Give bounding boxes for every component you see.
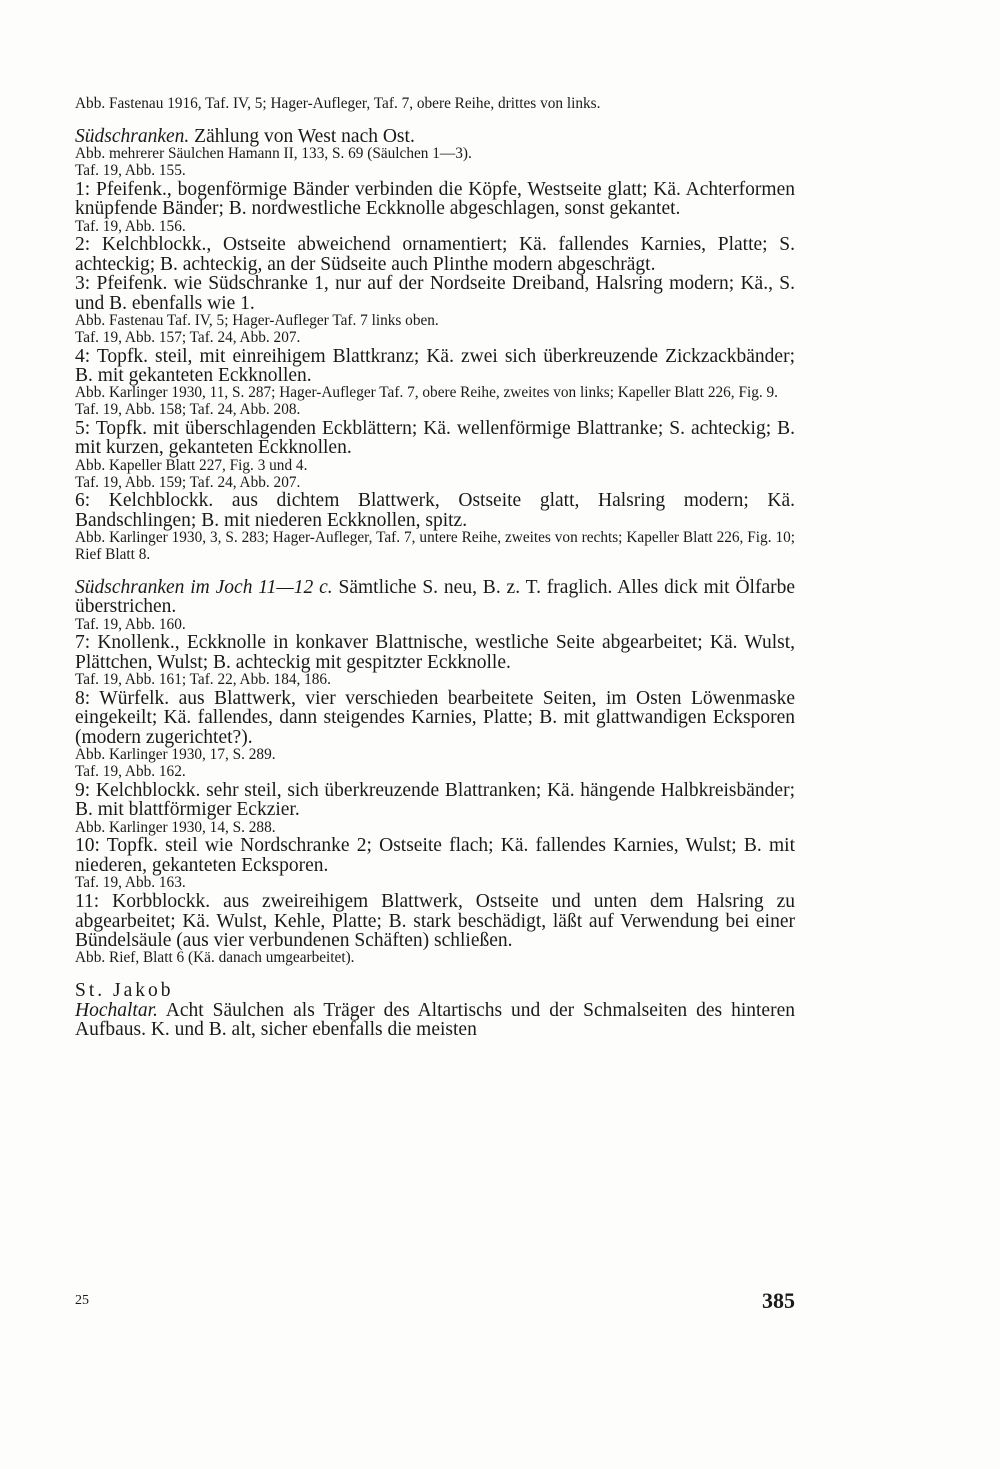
entry-paragraph: 2: Kelchblockk., Ostseite abweichend ornamentiert; Kä. fallendes Karnies, Platte; S. achteckig; B. achteckig, an der Südseite auch Plinthe modern abgeschrägt.	[75, 234, 795, 275]
entry-paragraph: 10: Topfk. steil wie Nordschranke 2; Ostseite flach; Kä. fallendes Karnies, Wulst; B. mit niederen, gekanteten Ecksporen.	[75, 835, 795, 876]
reference-line: Taf. 19, Abb. 155.	[75, 162, 186, 179]
section-heading: Hochaltar.	[75, 999, 158, 1021]
reference-line: Taf. 19, Abb. 161; Taf. 22, Abb. 184, 186.	[75, 671, 331, 689]
reference-line: Taf. 19, Abb. 157; Taf. 24, Abb. 207.	[75, 328, 301, 346]
section-heading: Südschranken.	[75, 125, 190, 147]
page-number: 385	[762, 1288, 795, 1313]
reference-line: Taf. 19, Abb. 160.	[75, 615, 186, 633]
reference-line: Taf. 19, Abb. 162.	[75, 763, 186, 781]
entry-paragraph: 9: Kelchblockk. sehr steil, sich überkreuzende Blattranken; Kä. hängende Halbkreisbänder; B. mit blattförmiger Eckzier.	[75, 779, 795, 821]
reference-line: Abb. Karlinger 1930, 3, S. 283; Hager-Aufleger, Taf. 7, untere Reihe, zweites von rechts; Kapeller Blatt 226, Fig. 10; Rief Blatt 8.	[75, 529, 795, 564]
entry-paragraph	[75, 578, 795, 617]
page-body	[75, 96, 795, 1039]
entry-paragraph	[75, 1001, 795, 1040]
reference-line: Abb. Fastenau Taf. IV, 5; Hager-Aufleger Taf. 7 links oben.	[75, 312, 439, 330]
reference-line: Abb. Karlinger 1930, 11, S. 287; Hager-Aufleger Taf. 7, obere Reihe, zweites von links; Kapeller Blatt 226, Fig. 9.	[75, 384, 778, 402]
section-intro: Acht Säulchen als Träger des Altartischs und der Schmalseiten des hinteren Aufbaus. K. und B. alt, sicher ebenfalls die meisten	[75, 999, 795, 1040]
section-intro: Sämtliche S. neu, B. z. T. fraglich. Alles dick mit Ölfarbe überstrichen.	[75, 576, 795, 618]
entry-paragraph: 6: Kelchblockk. aus dichtem Blattwerk, Ostseite glatt, Halsring modern; Kä. Bandschlingen; B. mit niederen Eckknollen, spitz.	[75, 490, 795, 531]
reference-line: Abb. mehrerer Säulchen Hamann II, 133, S. 69 (Säulchen 1—3).	[75, 145, 472, 163]
reference-line: Taf. 19, Abb. 159; Taf. 24, Abb. 207.	[75, 473, 301, 491]
entry-paragraph: 11: Korbblockk. aus zweireihigem Blattwerk, Ostseite und unten dem Halsring zu abgearbeitet; Kä. Wulst, Kehle, Platte; B. stark beschädigt, läßt auf Verwendung bei einer Bündelsäule (aus vier verbundenen Schäften) schließen.	[75, 891, 795, 951]
entry-paragraph: 5: Topfk. mit überschlagenden Eckblättern; Kä. wellenförmige Blattranke; S. achteckig; B. mit kurzen, gekanteten Eckknollen.	[75, 418, 795, 459]
reference-line: Taf. 19, Abb. 158; Taf. 24, Abb. 208.	[75, 401, 301, 419]
entry-paragraph: 7: Knollenk., Eckknolle in konkaver Blattnische, westliche Seite abgearbeitet; Kä. Wulst, Plättchen, Wulst; B. achteckig mit gespitzter Eckknolle.	[75, 632, 795, 673]
reference-line: Taf. 19, Abb. 156.	[75, 217, 186, 235]
section-intro: Zählung von West nach Ost.	[189, 125, 415, 147]
entry-paragraph: St. Jakob	[75, 980, 174, 1002]
entry-paragraph: 8: Würfelk. aus Blattwerk, vier verschieden bearbeitete Seiten, im Osten Löwenmaske eingekeilt; Kä. fallendes, dann steigendes Karnies, Platte; B. mit glattwandigen Ecksporen (modern zugerichtet?).	[75, 688, 795, 748]
entry-paragraph: 1: Pfeifenk., bogenförmige Bänder verbinden die Köpfe, Westseite glatt; Kä. Achterformen knüpfende Bänder; B. nordwestliche Eckknolle abgeschlagen, sonst gekantet.	[75, 178, 795, 220]
entry-paragraph	[75, 127, 795, 146]
reference-line: Abb. Karlinger 1930, 17, S. 289.	[75, 746, 276, 764]
entry-paragraph: 3: Pfeifenk. wie Südschranke 1, nur auf der Nordseite Dreiband, Halsring modern; Kä., S. und B. ebenfalls wie 1.	[75, 273, 795, 314]
reference-line: Abb. Rief, Blatt 6 (Kä. danach umgearbeitet).	[75, 949, 355, 967]
reference-line: Taf. 19, Abb. 163.	[75, 874, 186, 892]
entry-paragraph: 4: Topfk. steil, mit einreihigem Blattkranz; Kä. zwei sich überkreuzende Zickzackbänder; B. mit gekanteten Eckknollen.	[75, 345, 795, 387]
page-footer	[75, 1288, 795, 1328]
signature-mark: 25	[75, 1293, 89, 1308]
reference-line: Abb. Kapeller Blatt 227, Fig. 3 und 4.	[75, 456, 308, 474]
section-heading: Südschranken im Joch 11—12 c.	[75, 576, 333, 598]
reference-line: Abb. Karlinger 1930, 14, S. 288.	[75, 818, 276, 836]
reference-line: Abb. Fastenau 1916, Taf. IV, 5; Hager-Aufleger, Taf. 7, obere Reihe, drittes von links.	[75, 95, 601, 112]
